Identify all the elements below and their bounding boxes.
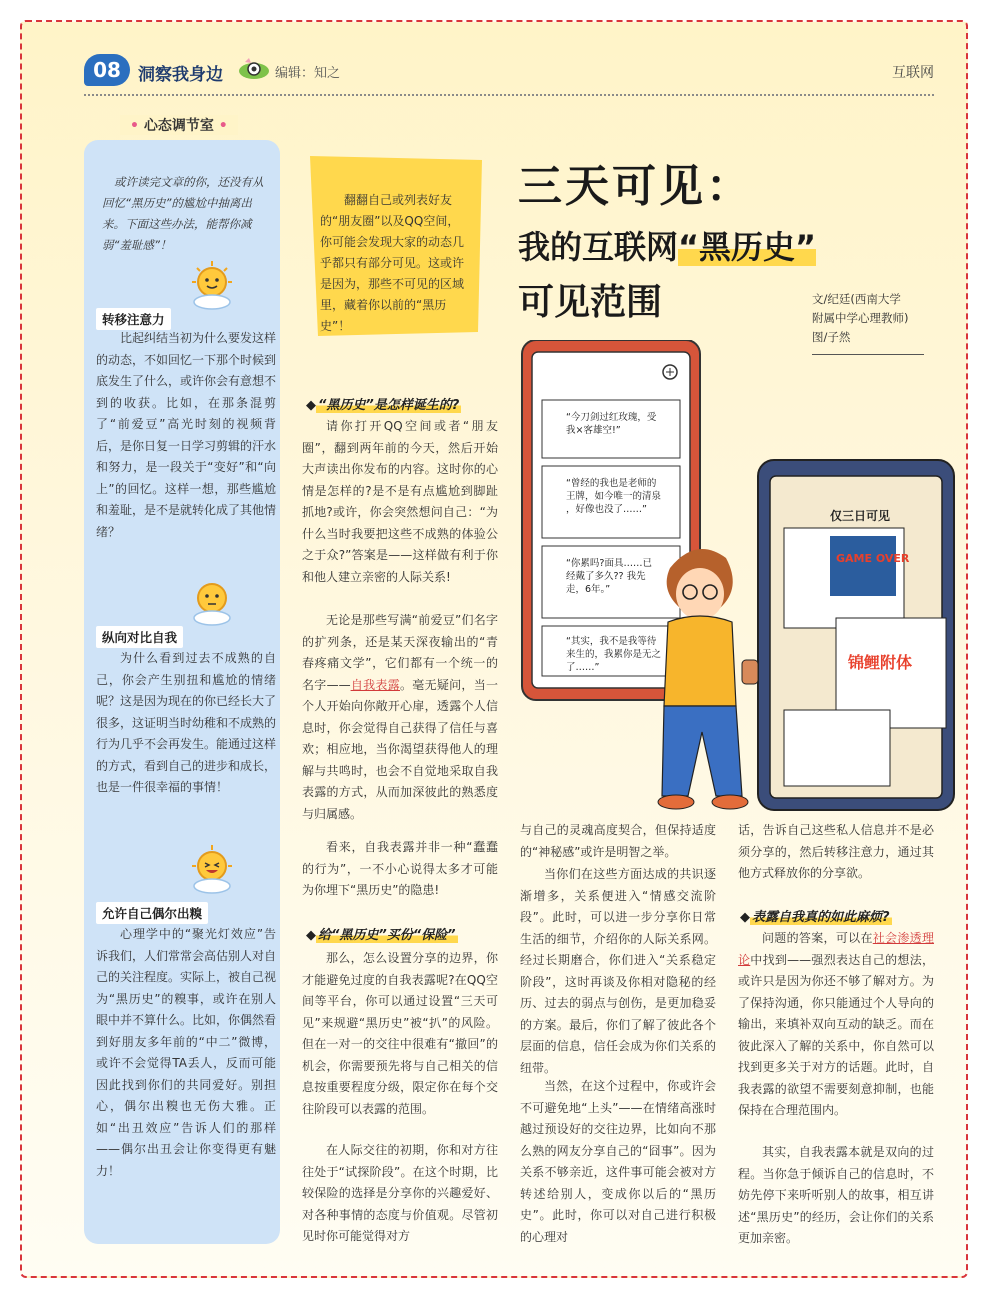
column-title: 洞察我身边 <box>138 65 223 85</box>
illustrator-line: 图/子然 <box>812 330 851 344</box>
column-logo-icon <box>237 56 271 80</box>
article-paragraph: 看来，自我表露并非一种“蠢蠢的行为”，一不小心说得太多才可能为你埋下“黑历史”的隐患! <box>302 840 498 897</box>
page-number: 08 <box>84 54 130 86</box>
sun-cloud-icon <box>184 842 240 898</box>
sidebar-tab-label: 心态调节室 <box>143 118 214 134</box>
paragraph-text: 问题的答案，可以在 <box>762 931 873 945</box>
article-title-line2 <box>518 222 816 268</box>
article-title-line3: 可见范围 <box>518 282 663 323</box>
paragraph-text: 中找到——强烈表达自己的想法，或许只是因为你还不够了解对方。为了保持沟通，你只能通过个人导向的输出，来填补双向互动的缺乏。而在彼此深入了解的关系中，你自然可以找到更多关于对方的话题。此时，自我表露的欲望不需要刻意抑制，也能保持在合理范围内。 <box>738 952 934 1117</box>
dot-icon: • <box>218 118 228 134</box>
game-over-text: GAME OVER <box>836 552 910 565</box>
boy-figure <box>658 549 758 809</box>
article-paragraph <box>738 928 934 1122</box>
article-paragraph: 在人际交往的初期，你和对方往往处于“试探阶段”。在这个时期，比较保险的选择是分享你的兴趣爱好、对各种事情的态度与价值观。尽管初见时你可能觉得对方 <box>302 1143 498 1243</box>
phone-msg: “曾经的我也是老师的王牌，如今唯一的清泉，好像也没了……” <box>566 478 662 515</box>
quote-text: 翻翻自己或列表好友的“朋友圈”以及QQ空间，你可能会发现大家的动态几乎都只有部分可见。这或许是因为，那些不可见的区域里，藏着你以前的“黑历史”！ <box>320 193 465 333</box>
section-heading-text: “黑历史”是怎样诞生的? <box>318 398 460 413</box>
phone-msg: “你累吗?面具……已经戴了多久?? 我先走，6年。” <box>566 558 652 595</box>
sidebar-section-title: 允许自己偶尔出糗 <box>96 902 208 924</box>
phone-right <box>758 460 954 810</box>
article-paragraph: 那么，怎么设置分享的边界，你才能避免过度的自我表露呢?在QQ空间等平台，你可以通过设置“三天可见”来规避“黑历史”被“扒”的风险。但在一对一的交往中很难有“撤回”的机会，你需要预先将与自己相关的信息按重要程度分级，限定你在每个交往阶段可以表露的范围。 <box>302 951 498 1116</box>
page-frame <box>20 20 968 1278</box>
title-text: 我的互联网 <box>518 228 679 266</box>
sidebar-section-title: 转移注意力 <box>96 308 171 330</box>
article-paragraph: 其实，自我表露本就是双向的过程。当你急于倾诉自己的信息时，不妨先停下来听听别人的故事，相互讲述“黑历史”的经历，会让你们的关系更加亲密。 <box>738 1145 934 1245</box>
term-link[interactable]: 社会渗透理论 <box>738 931 934 967</box>
author-line: 文/纪廷(西南大学 <box>812 292 901 306</box>
section-heading-text: 表露自我真的如此麻烦? <box>752 910 890 925</box>
sidebar-section-text: 为什么看到过去不成熟的自己，你会产生别扭和尴尬的情绪呢？这是因为现在的你已经长大了很多，这证明当时幼稚和不成熟的行为几乎不会再发生。能通过这样的方式，看到自己的进步和成长，也是一件很幸福的事情！ <box>96 651 277 794</box>
article-paragraph: 请你打开QQ空间或者“朋友圈”，翻到两年前的今天，然后开始大声读出你发布的内容。这时你的心情是怎样的?是不是有点尴尬到脚趾抓地?或许，你会突然想问自己：“为什么当时我要把这些不成熟的体验公之于众?”答案是——这样做有利于你和他人建立亲密的人际关系! <box>302 419 498 584</box>
author-credit <box>812 290 962 347</box>
term-link[interactable]: 自我表露 <box>350 677 400 692</box>
intro-quote <box>306 152 486 338</box>
section-heading: ◆ 表露自我真的如此麻烦? <box>740 910 890 925</box>
author-line: 附属中学心理教师) <box>812 311 909 325</box>
dot-icon: • <box>130 118 139 134</box>
section-label: 互联网 <box>892 65 934 81</box>
sun-cloud-icon <box>184 258 240 314</box>
sun-cloud-icon <box>184 574 240 630</box>
page-header <box>22 22 966 102</box>
article-title-line1: 三天可见： <box>518 161 753 212</box>
section-heading-text: 给“黑历史”买份“保险” <box>318 928 456 943</box>
phones-illustration <box>520 340 958 820</box>
article-paragraph: 话，告诉自己这些私人信息并不是必须分享的，然后转移注意力，通过其他方式释放你的分享欲。 <box>738 823 934 880</box>
article-paragraph: 当然，在这个过程中，你或许会不可避免地“上头”——在情绪高涨时越过预设好的交往边界，比如向不那么熟的网友分享自己的“囧事”。因为关系不够亲近，这件事可能会被对方转述给别人，变成你以后的“黑历史”。此时，你可以对自己进行积极的心理对 <box>520 1079 716 1244</box>
article-paragraph <box>302 610 498 825</box>
koi-text: 锦鲤附体 <box>848 653 913 672</box>
phone-msg: “今刀剑过红玫瑰，受我×客雄空!” <box>566 412 657 436</box>
sidebar-tab <box>120 115 238 135</box>
header-divider <box>84 94 934 96</box>
sidebar-section-title: 纵向对比自我 <box>96 626 183 648</box>
sidebar-section-text: 比起纠结当初为什么要发这样的动态，不如回忆一下那个时候到底发生了什么，或许你会有意想不到的收获。比如，在那条混剪了“前爱豆”高光时刻的视频背后，是你日复一日学习剪辑的汗水和努力，是一段关于“变好”和“向上”的回忆。这样一想，那些尴尬和羞耻，是不是就转化成了其他情绪？ <box>96 331 277 539</box>
article-paragraph: 当你们在这些方面达成的共识逐渐增多，关系便进入“情感交流阶段”。此时，可以进一步分享你日常生活的细节，介绍你的人际关系网。经过长期磨合，你们进入“关系稳定阶段”，这时再谈及你相对隐秘的经历、过去的弱点与创伤，是更加稳妥的方案。最后，你们了解了彼此各个层面的信息，信任会成为你们关系的纽带。 <box>520 867 716 1075</box>
phone-msg: “其实，我不是我等待来生的，我累你是无之了……” <box>566 636 662 673</box>
section-heading: ◆ “黑历史”是怎样诞生的? <box>306 398 460 413</box>
title-highlight: “黑历史” <box>678 228 817 266</box>
sidebar-section-text: 心理学中的“聚光灯效应”告诉我们，人们常常会高估别人对自己的关注程度。实际上，被自己视为“黑历史”的糗事，或许在别人眼中并不算什么。比如，你偶然看到好朋友多年前的“中二”微博，或许不会觉得TA丢人，反而可能因此找到你们的共同爱好。别担心，偶尔出糗也无伤大雅。正如“出丑效应”告诉人们的那样——偶尔出丑会让你变得更有魅力！ <box>96 927 277 1178</box>
phone-header: 仅三日可见 <box>830 509 891 523</box>
editor-credit: 编辑：知之 <box>275 66 341 81</box>
section-heading: ◆ 给“黑历史”买份“保险” <box>306 928 456 943</box>
article-paragraph: 与自己的灵魂高度契合，但保持适度的“神秘感”或许是明智之举。 <box>520 823 716 859</box>
sidebar-intro: 或许读完文章的你，还没有从回忆“黑历史”的尴尬中抽离出来。下面这些办法，能帮你减弱“羞耻感”！ <box>102 175 264 252</box>
paragraph-text: 。毫无疑问，当一个人开始向你敞开心扉，透露个人信息时，你会觉得自己获得了信任与喜欢；相应地，当你渴望获得他人的理解与共鸣时，也会不自觉地采取自我表露的方式，从而加深彼此的熟悉度与归属感。 <box>302 677 498 821</box>
paragraph-text: 无论是那些写满“前爱豆”们名字的扩列条，还是某天深夜输出的“青春疼痛文学”，它们都有一个统一的名字—— <box>302 613 498 692</box>
